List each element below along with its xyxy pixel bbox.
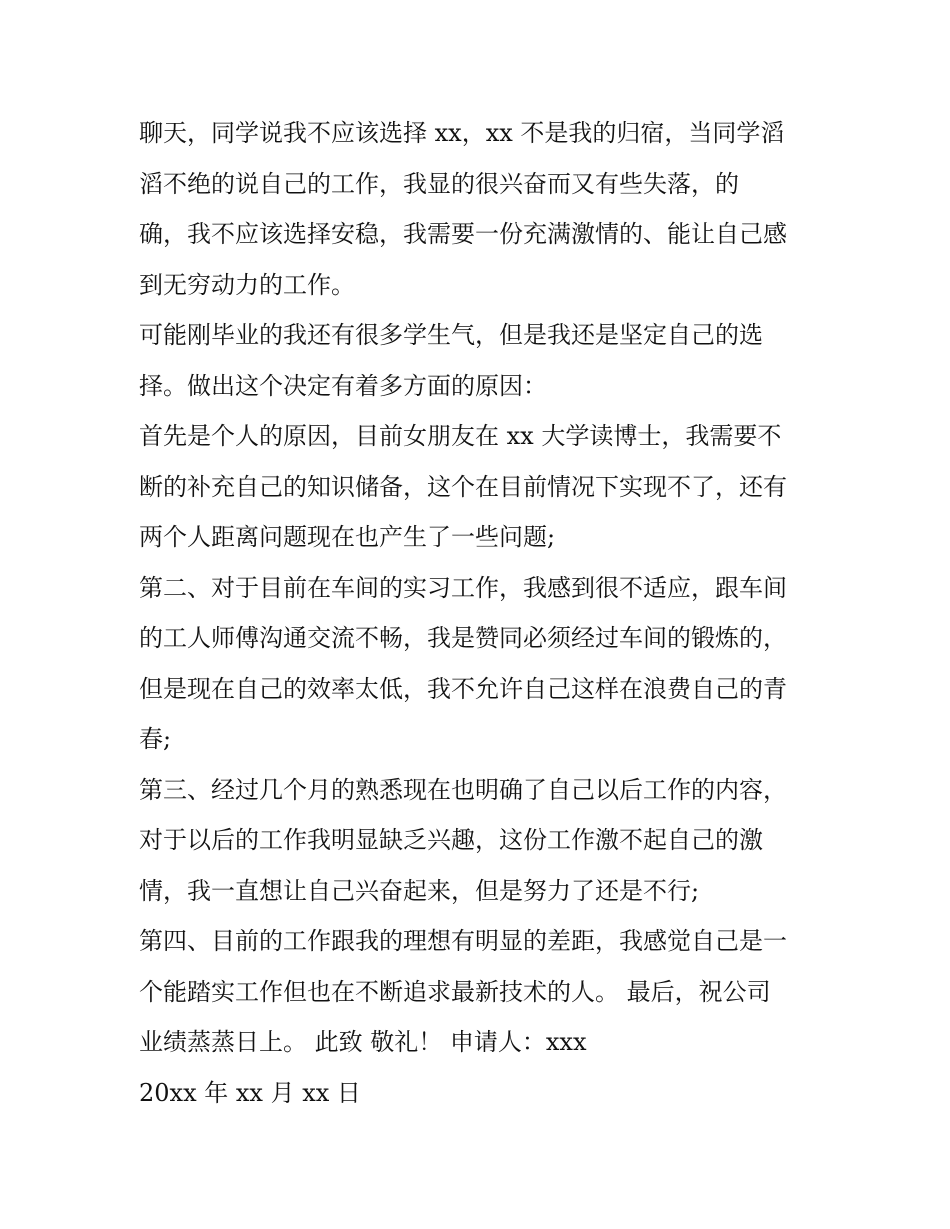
text-line: 聊天，同学说我不应该选择 xx，xx 不是我的归宿，当同学滔 [139, 119, 785, 147]
text-line: 择。做出这个决定有着多方面的原因： [139, 371, 547, 400]
date-line: 20xx 年 xx 月 xx 日 [139, 1078, 361, 1107]
text-line: 个能踏实工作但也在不断追求最新技术的人。 最后，祝公司 [139, 977, 771, 1006]
text-line: 春; [139, 725, 172, 753]
text-line: 到无穷动力的工作。 [139, 270, 355, 299]
signature-line: 业绩蒸蒸日上。 此致 敬礼！ 申请人：xxx [139, 1028, 587, 1056]
text-line: 可能刚毕业的我还有很多学生气，但是我还是坚定自己的选 [139, 321, 763, 349]
text-line: 第三、经过几个月的熟悉现在也明确了自己以后工作的内容， [139, 775, 787, 804]
text-line: 滔不绝的说自己的工作，我显的很兴奋而又有些失落，的 [139, 169, 739, 198]
text-line: 的工人师傅沟通交流不畅，我是赞同必须经过车间的锻炼的， [139, 624, 787, 652]
text-line: 情，我一直想让自己兴奋起来，但是努力了还是不行; [139, 876, 700, 905]
text-line: 确，我不应该选择安稳，我需要一份充满激情的、能让自己感 [139, 220, 787, 248]
text-line: 两个人距离问题现在也产生了一些问题; [139, 523, 556, 551]
text-line: 但是现在自己的效率太低，我不允许自己这样在浪费自己的青 [139, 674, 787, 703]
text-line: 首先是个人的原因，目前女朋友在 xx 大学读博士，我需要不 [139, 422, 782, 450]
text-line: 第四、目前的工作跟我的理想有明显的差距，我感觉自己是一 [139, 927, 787, 955]
text-line: 断的补充自己的知识储备，这个在目前情况下实现不了，还有 [139, 472, 787, 501]
text-line: 第二、对于目前在车间的实习工作，我感到很不适应，跟车间 [139, 573, 787, 602]
document-body [139, 108, 829, 1118]
text-line: 对于以后的工作我明显缺乏兴趣，这份工作激不起自己的激 [139, 826, 763, 854]
